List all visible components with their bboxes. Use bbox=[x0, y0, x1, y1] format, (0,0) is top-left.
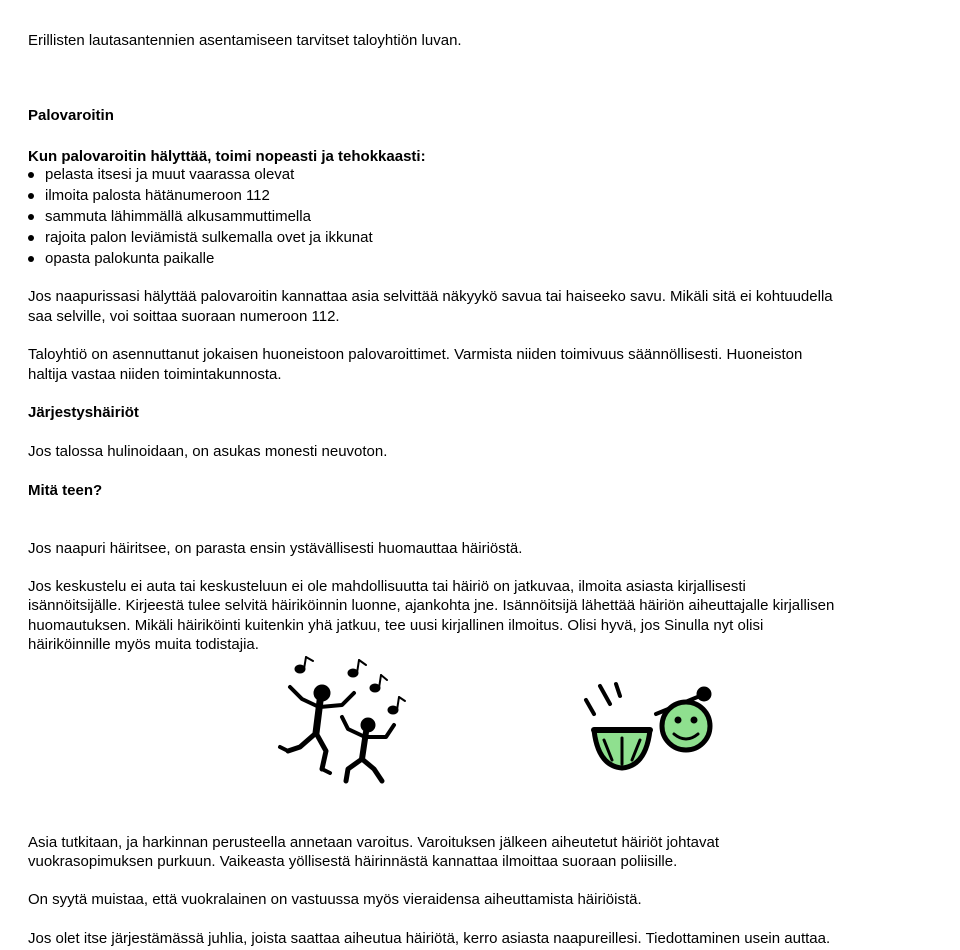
music-note-icon bbox=[295, 657, 313, 673]
disturbances-paragraph-4-line-1: Asia tutkitaan, ja harkinnan perusteella annetaan varoitus. Varoituksen jälkeen aiheutetut häiriöt johtavat bbox=[28, 834, 719, 851]
bullet-icon bbox=[28, 193, 34, 199]
fire-alarm-paragraph-1-line-1: Jos naapurissasi hälyttää palovaroitin kannattaa asia selvittää näkyykö savua tai haiseeko savu. Mikäli sitä ei kohtuudella bbox=[28, 288, 833, 305]
music-note-icon bbox=[348, 660, 366, 677]
music-note-icon bbox=[370, 675, 387, 692]
list-item: opasta palokunta paikalle bbox=[28, 250, 628, 268]
bullet-icon bbox=[28, 235, 34, 241]
fire-alarm-heading: Palovaroitin bbox=[28, 107, 114, 124]
disturbances-paragraph-3-line-2: isännöitsijälle. Kirjeestä tulee selvitä häiriköinnin luonne, ajankohta jne. Isännöitsijä lähettää häiriön aiheuttajalle kirjallisen bbox=[28, 597, 835, 614]
fire-alarm-paragraph-1-line-2: saa selville, voi soittaa suoraan numeroon 112. bbox=[28, 308, 340, 325]
fire-alarm-paragraph-2-line-1: Taloyhtiö on asennuttanut jokaisen huoneistoon palovaroittimet. Varmista niiden toimivuus säännöllisesti. Huoneiston bbox=[28, 346, 803, 363]
bullet-icon bbox=[28, 256, 34, 262]
intro-text: Erillisten lautasantennien asentamiseen tarvitset taloyhtiön luvan. bbox=[28, 32, 462, 49]
list-item: rajoita palon leviämistä sulkemalla ovet ja ikkunat bbox=[28, 229, 628, 247]
fire-alarm-subheading: Kun palovaroitin hälyttää, toimi nopeasti ja tehokkaasti: bbox=[28, 148, 426, 165]
disturbances-paragraph-2: Jos naapuri häiritsee, on parasta ensin ystävällisesti huomauttaa häiriöstä. bbox=[28, 540, 523, 557]
list-item: pelasta itsesi ja muut vaarassa olevat bbox=[28, 166, 628, 184]
disturbances-paragraph-3-line-4: häiriköinnille myös muita todistajia. bbox=[28, 636, 259, 653]
list-item: ilmoita palosta hätänumeroon 112 bbox=[28, 187, 628, 205]
music-note-icon bbox=[388, 697, 405, 714]
dancer-figure-icon bbox=[280, 685, 354, 773]
disturbances-question: Mitä teen? bbox=[28, 482, 103, 499]
disturbances-paragraph-4-line-2: vuokrasopimuksen purkuun. Vaikeasta yöllisestä häirinnästä kannattaa ilmoittaa suoraan poliisille. bbox=[28, 853, 678, 870]
disturbances-paragraph-5: On syytä muistaa, että vuokralainen on vastuussa myös vieraidensa aiheuttamista häiriöistä. bbox=[28, 891, 642, 908]
dancer-figure-icon bbox=[342, 717, 394, 781]
list-item: sammuta lähimmällä alkusammuttimella bbox=[28, 208, 628, 226]
dancing-figures-icon bbox=[250, 655, 410, 785]
fire-alarm-paragraph-2-line-2: haltija vastaa niiden toimintakunnosta. bbox=[28, 366, 282, 383]
bullet-icon bbox=[28, 172, 34, 178]
drum-icon bbox=[580, 680, 730, 780]
bullet-icon bbox=[28, 214, 34, 220]
disturbances-paragraph-3-line-3: huomautuksen. Mikäli häiriköinti kuitenkin yhä jatkuu, tee uusi kirjallinen ilmoitus. Olisi hyvä, jos Sinulla nyt olisi bbox=[28, 617, 764, 634]
disturbances-paragraph-6: Jos olet itse järjestämässä juhlia, joista saattaa aiheutua häiriötä, kerro asiasta naapureillesi. Tiedottaminen usein auttaa. bbox=[28, 930, 831, 947]
disturbances-paragraph-3-line-1: Jos keskustelu ei auta tai keskusteluun ei ole mahdollisuutta tai häiriö on jatkuvaa, ilmoita asiasta kirjallisesti bbox=[28, 578, 746, 595]
disturbances-heading: Järjestyshäiriöt bbox=[28, 404, 139, 421]
disturbances-paragraph-1: Jos talossa hulinoidaan, on asukas monesti neuvoton. bbox=[28, 443, 388, 460]
